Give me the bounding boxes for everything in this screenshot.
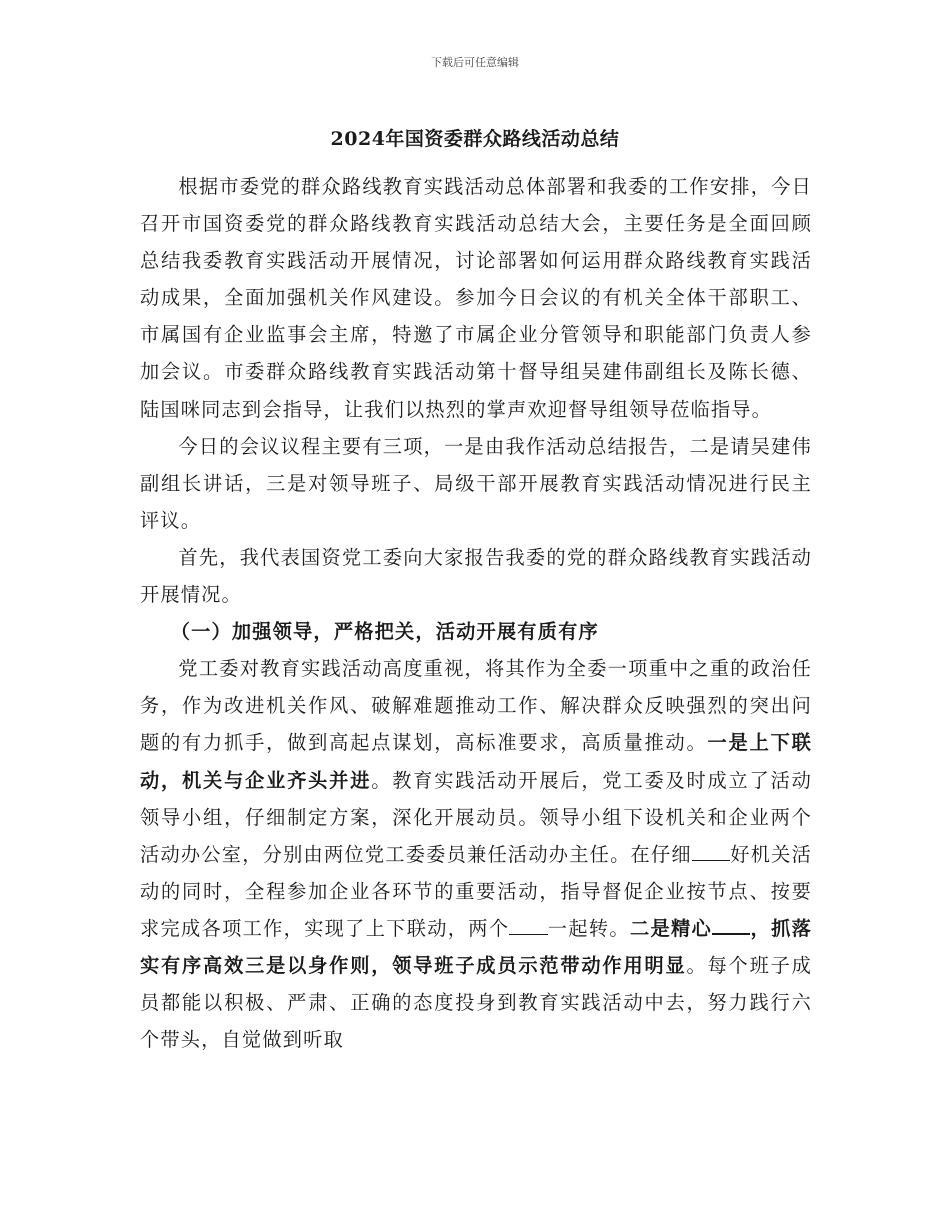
text-run: 好机关活动的同时，全程参加企业各环节的重要活动，指导督促企业按节点、按要求完成各项工作，实现了上下联动，两个 xyxy=(140,842,812,940)
document-title: 2024年国资委群众路线活动总结 xyxy=(330,128,620,150)
paragraph-section-1 xyxy=(140,650,812,1058)
document-body xyxy=(140,168,812,1058)
bold-text-run: 二是精心 xyxy=(629,916,713,940)
text-run: 一起转。 xyxy=(547,916,630,940)
paragraph-intro: 根据市委党的群众路线教育实践活动总体部署和我委的工作安排，今日召开市国资委党的群众路线教育实践活动总结大会，主要任务是全面回顾总结我委教育实践活动开展情况，讨论部署如何运用群众路线教育实践活动成果，全面加强机关作风建设。参加今日会议的有机关全体干部职工、市属国有企业监事会主席，特邀了市属企业分管领导和职能部门负责人参加会议。市委群众路线教育实践活动第十督导组吴建伟副组长及陈长德、陆国咪同志到会指导，让我们以热烈的掌声欢迎督导组领导莅临指导。 xyxy=(140,175,812,421)
header-note: 下载后可任意编辑 xyxy=(431,56,519,69)
blank-underline xyxy=(712,916,750,935)
paragraph-report-opening: 首先，我代表国资党工委向大家报告我委的党的群众路线教育实践活动开展情况。 xyxy=(140,545,812,607)
text-run: 党工委对教育实践活动高度重视，将其作为全委一项重中之重的政治任务，作为改进机关作风、破解难题推动工作、解决群众反映强烈的突出问题的有力抓手，做到高起点谋划，高标准要求，高质量推动。 xyxy=(140,657,812,755)
text-run: 。每个班子成员都能以积极、严肃、正确的态度投身到教育实践活动中去，努力践行六个带头，自觉做到听取 xyxy=(140,953,813,1052)
blank-underline xyxy=(692,842,730,860)
text-run: 。教育实践活动开展后，党工委及时成立了活动领导小组，仔细制定方案，深化开展动员。领导小组下设机关和企业两个活动办公室，分别由两位党工委委员兼任活动办主任。在仔细 xyxy=(140,768,812,866)
bold-text-run: ，抓落实有序高效三是以身作则，领导班子成员示范带动作用明显 xyxy=(140,916,812,977)
blank-underline xyxy=(509,917,547,935)
section-heading-1: （一）加强领导，严格把关，活动开展有质有序 xyxy=(170,620,599,644)
bold-text-run: 一是上下联动，机关与企业齐头并进 xyxy=(140,731,812,792)
paragraph-agenda: 今日的会议议程主要有三项，一是由我作活动总结报告，二是请吴建伟副组长讲话，三是对领导班子、局级干部开展教育实践活动情况进行民主评议。 xyxy=(140,434,812,532)
